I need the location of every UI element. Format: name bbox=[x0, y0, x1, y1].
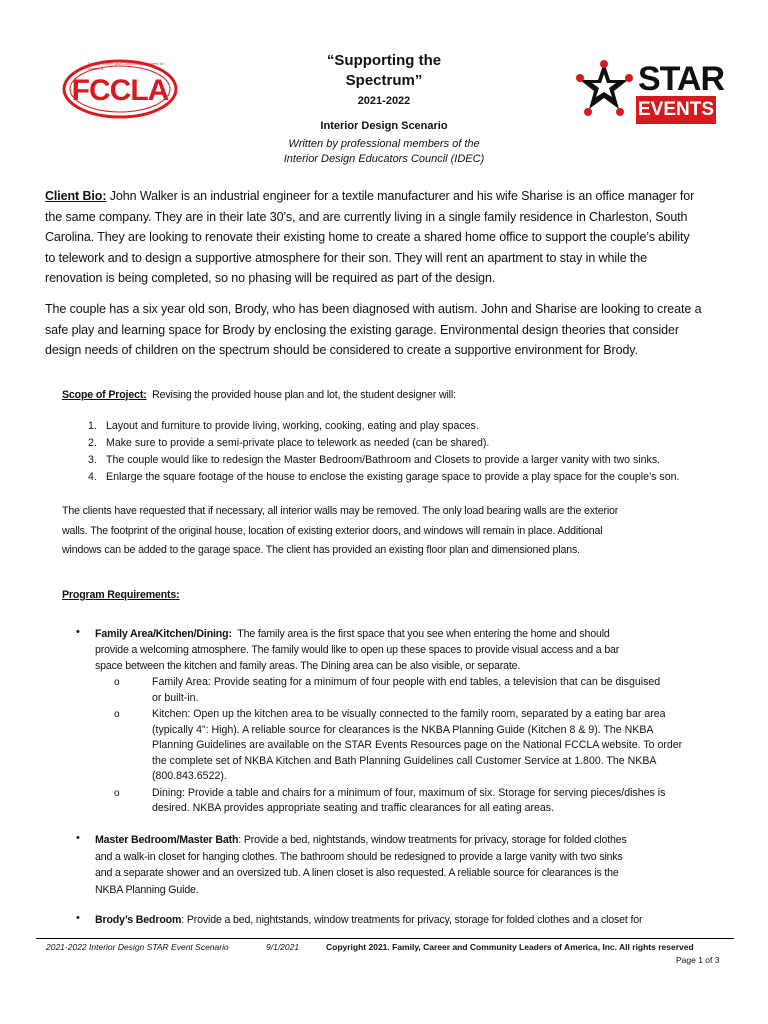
master-label: Master Bedroom/Master Bath bbox=[95, 834, 239, 846]
sub-kitchen-line-2: (typically 4”: High). A reliable source for clearances is the NKBA Planning Guide (Kitchen 8 & 9). The NKBA bbox=[152, 723, 654, 736]
star-events-logo bbox=[574, 56, 725, 132]
footer-copyright: Copyright 2021. Family, Career and Community Leaders of America, Inc. All rights reserved bbox=[326, 942, 694, 952]
family-text-1: The family area is the first space that you see when entering the home and should bbox=[237, 628, 610, 640]
program-heading bbox=[62, 587, 180, 605]
fccla-logo-text: FCCLA bbox=[71, 74, 169, 107]
scope-item bbox=[88, 418, 748, 435]
scope-item-text: Enlarge the square footage of the house to enclose the existing garage space to provide a play space for the couple’s son. bbox=[106, 471, 680, 483]
sub-item-dining bbox=[114, 786, 746, 817]
son-line-2: safe play and learning space for Brody by enclosing the existing garage. Environmental design theories that consider bbox=[45, 322, 679, 337]
son-line-3: design needs of children on the spectrum should be considered to create a supportive environment for Brody. bbox=[45, 343, 638, 357]
family-line-1 bbox=[95, 626, 746, 642]
circle-bullet-icon: o bbox=[114, 677, 120, 688]
circle-bullet-icon: o bbox=[114, 787, 120, 799]
sub-dining-line-1: Dining: Provide a table and chairs for a minimum of four, maximum of six. Storage for serving pieces/dishes is bbox=[152, 786, 666, 799]
year-label: 2021-2022 bbox=[357, 95, 411, 107]
master-line-1 bbox=[95, 832, 746, 849]
client-bio-line-3: Carolina. They are looking to renovate their existing home to create a shared home office to support the couple’s ability bbox=[45, 230, 690, 244]
fccla-logo-ring-text: Family, Career and Community Leaders of America bbox=[88, 61, 164, 71]
events-logo-text: EVENTS bbox=[637, 99, 715, 120]
page-number: Page 1 of 3 bbox=[676, 955, 720, 965]
footer-left: 2021-2022 Interior Design STAR Event Scenario bbox=[46, 942, 229, 952]
scope-item-text: Make sure to provide a semi-private place to telework as needed (can be shared). bbox=[106, 437, 490, 449]
sub-family-line-1: Family Area: Provide seating for a minimum of four people with end tables, a television that can be disguised bbox=[152, 676, 661, 688]
scope-item-number: 3. bbox=[88, 454, 97, 466]
walls-line-1: The clients have requested that if necessary, all interior walls may be removed. The only load bearing walls are the exterior bbox=[62, 505, 619, 517]
sub-kitchen-line-4: the complete set of NKBA Kitchen and Bath Planning Guidelines call Customer Service at 1.800. The NKBA bbox=[152, 754, 657, 767]
client-bio-paragraph bbox=[45, 186, 745, 289]
scope-intro: Revising the provided house plan and lot, the student designer will: bbox=[152, 389, 456, 401]
brody-text-1: : Provide a bed, nightstands, window treatments for privacy, storage for folded clothes and a closet for bbox=[181, 914, 643, 926]
page-title bbox=[234, 51, 534, 91]
star-logo-text: STAR bbox=[638, 60, 725, 98]
sub-kitchen-line-1: Kitchen: Open up the kitchen area to be visually connected to the family room, separated by a eating bar area bbox=[152, 708, 666, 720]
walls-paragraph bbox=[62, 502, 752, 561]
family-area-item bbox=[76, 626, 746, 817]
walls-line-2: walls. The footprint of the original house, location of existing exterior doors, and windows will remain in place. Additional bbox=[62, 524, 603, 537]
client-bio-line-5: renovation is being completed, so no phasing will be required as part of the design. bbox=[45, 271, 496, 285]
footer-divider bbox=[36, 938, 734, 939]
scope-item bbox=[88, 452, 748, 469]
master-line-3: and a separate shower and an oversized tub. A linen closet is also requested. A reliable source for clearances is the bbox=[95, 867, 619, 879]
scope-item bbox=[88, 469, 748, 486]
sub-kitchen-line-3: Planning Guidelines are available on the STAR Events Resources page on the National FCCLA website. To order bbox=[152, 739, 683, 751]
footer-date: 9/1/2021 bbox=[266, 942, 300, 952]
master-line-2: and a walk-in closet for hanging clothes. The bathroom should be redesigned to provide a large vanity with two sinks bbox=[95, 850, 623, 863]
title-line-2: Spectrum” bbox=[345, 72, 423, 89]
client-bio-line-2: the same company. They are in their late 30’s, and are currently living in a single family residence in Charleston, South bbox=[45, 209, 688, 224]
family-line-2: provide a welcoming atmosphere. The family would like to open up these spaces to provide visual access and a bar bbox=[95, 644, 620, 656]
walls-line-3: windows can be added to the garage space. The client has provided an existing floor plan and dimensioned plans. bbox=[62, 544, 580, 556]
client-bio-label: Client Bio: bbox=[45, 189, 107, 203]
client-bio-line-1 bbox=[45, 186, 745, 207]
master-line-4: NKBA Planning Guide. bbox=[95, 883, 199, 896]
master-bedroom-item bbox=[76, 832, 746, 898]
brody-bedroom-item bbox=[76, 912, 746, 928]
sub-kitchen-line-5: (800.843.6522). bbox=[152, 770, 227, 782]
scope-item-text: Layout and furniture to provide living, working, cooking, eating and play spaces. bbox=[106, 420, 479, 432]
program-label: Program Requirements: bbox=[62, 589, 180, 601]
sub-item-kitchen bbox=[114, 707, 746, 785]
fccla-logo bbox=[58, 52, 182, 124]
son-paragraph bbox=[45, 299, 745, 361]
master-text-1: : Provide a bed, nightstands, window treatments for privacy, storage for folded clothes bbox=[238, 834, 627, 846]
bullet-icon: • bbox=[76, 626, 80, 638]
son-line-1: The couple has a six year old son, Brody, who has been diagnosed with autism. John and Sharise are looking to create a bbox=[45, 302, 702, 316]
written-line-1: Written by professional members of the bbox=[288, 138, 480, 150]
brody-label: Brody’s Bedroom bbox=[95, 914, 182, 926]
scope-item-text: The couple would like to redesign the Master Bedroom/Bathroom and Closets to provide a larger vanity with two sinks. bbox=[106, 454, 661, 466]
client-bio-text-1: John Walker is an industrial engineer for a textile manufacturer and his wife Sharise is an office manager for bbox=[109, 189, 695, 203]
scope-item-number: 4. bbox=[88, 471, 97, 483]
scope-list bbox=[88, 418, 748, 486]
written-line-2: Interior Design Educators Council (IDEC) bbox=[283, 153, 485, 165]
title-line-1: “Supporting the bbox=[326, 52, 442, 69]
bullet-icon: • bbox=[76, 832, 80, 844]
scope-heading bbox=[62, 387, 742, 405]
sub-family-line-2: or built-in. bbox=[152, 691, 199, 704]
family-line-3: space between the kitchen and family areas. The Dining area can be also visible, or separate. bbox=[95, 660, 521, 672]
scenario-label: Interior Design Scenario bbox=[320, 120, 448, 132]
family-label: Family Area/Kitchen/Dining: bbox=[95, 628, 232, 640]
written-by bbox=[214, 137, 554, 167]
sub-dining-line-2: desired. NKBA provides appropriate seating and traffic clearances for all eating areas. bbox=[152, 802, 555, 814]
brody-line-1 bbox=[95, 912, 746, 928]
sub-item-family bbox=[114, 675, 746, 706]
scope-label: Scope of Project: bbox=[62, 389, 147, 401]
client-bio-line-4: to telework and to design a supportive atmosphere for their son. They will rent an apartment to stay in while the bbox=[45, 250, 647, 265]
scope-item-number: 1. bbox=[88, 420, 97, 432]
bullet-icon: • bbox=[76, 912, 80, 924]
scope-item bbox=[88, 435, 748, 452]
scope-item-number: 2. bbox=[88, 437, 97, 449]
circle-bullet-icon: o bbox=[114, 709, 120, 720]
